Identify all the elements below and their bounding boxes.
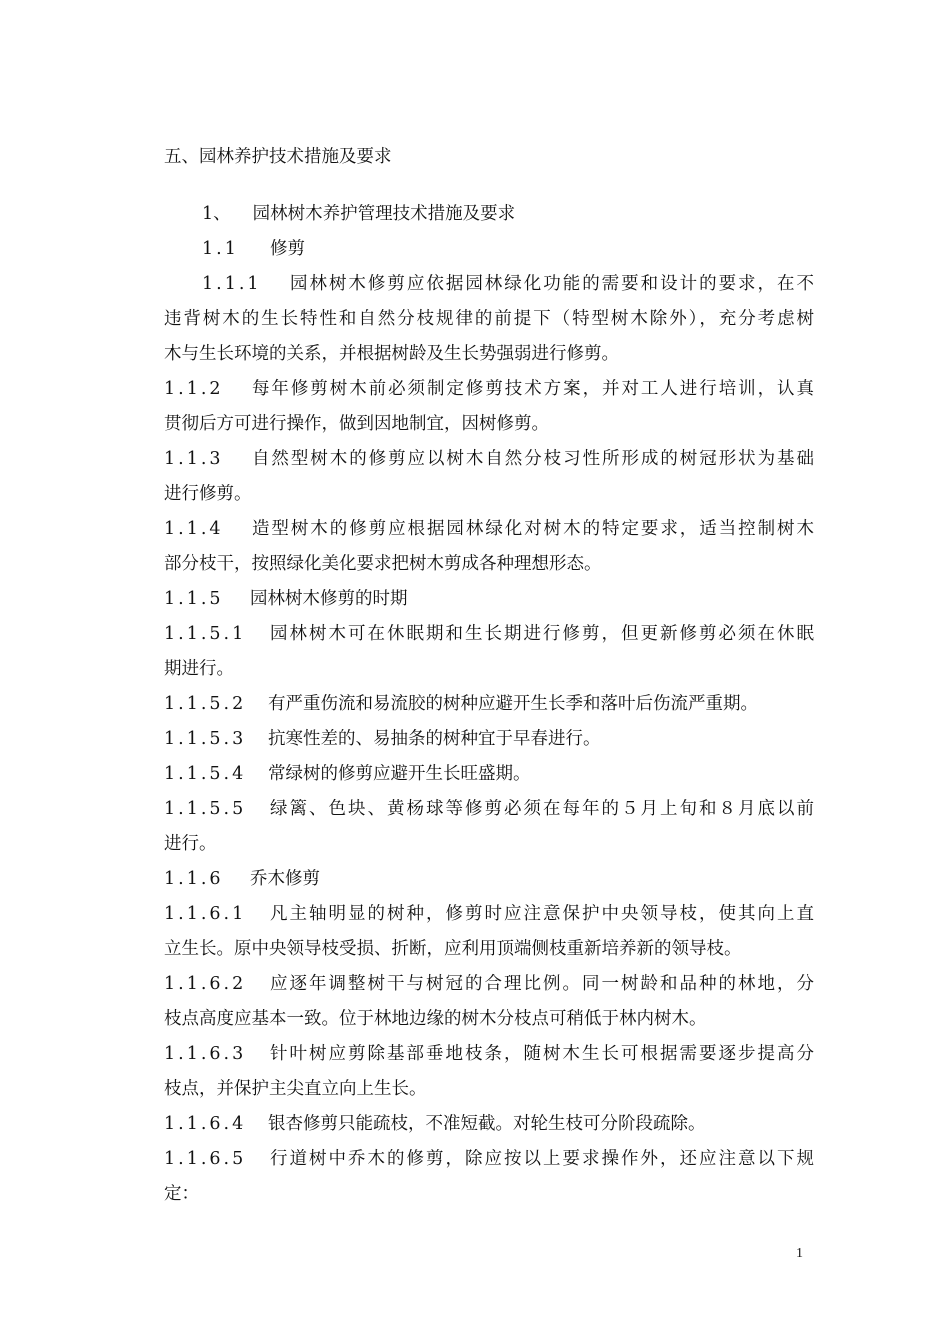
para-1-1-5-1-line2: 期进行。 xyxy=(164,659,234,679)
para-1-1-2-line2: 贯彻后方可进行操作，做到因地制宜，因树修剪。 xyxy=(164,414,549,434)
subsection-number: 1、 xyxy=(202,204,231,224)
para-1-1-6-2-line2: 枝点高度应基本一致。位于林地边缘的树木分枝点可稍低于林内树木。 xyxy=(164,1009,707,1029)
para-1-1-5-heading: 1.1.5 园林树木修剪的时期 xyxy=(164,589,408,609)
para-1-1-6-3-line2: 枝点，并保护主尖直立向上生长。 xyxy=(164,1079,427,1099)
para-1-1-6-3-line1: 1.1.6.3 针叶树应剪除基部垂地枝条，随树木生长可根据需要逐步提高分 xyxy=(164,1044,814,1064)
page-number: 1 xyxy=(796,1246,803,1261)
para-1-1-6-2-line1: 1.1.6.2 应逐年调整树干与树冠的合理比例。同一树龄和品种的林地，分 xyxy=(164,974,814,994)
sub11-heading xyxy=(202,238,852,260)
para-1-1-2-line1: 1.1.2 每年修剪树木前必须制定修剪技术方案，并对工人进行培训，认真 xyxy=(164,379,814,399)
para-1-1-6-4: 1.1.6.4 银杏修剪只能疏枝，不准短截。对轮生枝可分阶段疏除。 xyxy=(164,1114,706,1134)
para-1-1-1-line3: 木与生长环境的关系，并根据树龄及生长势强弱进行修剪。 xyxy=(164,344,619,364)
subsection-heading xyxy=(202,203,852,225)
subsection-title: 园林树木养护管理技术措施及要求 xyxy=(252,204,516,224)
sub11-number: 1.1 xyxy=(202,239,239,259)
para-1-1-4-line2: 部分枝干，按照绿化美化要求把树木剪成各种理想形态。 xyxy=(164,554,602,574)
para-1-1-6-heading: 1.1.6 乔木修剪 xyxy=(164,869,320,889)
para-1-1-5-1-line1: 1.1.5.1 园林树木可在休眠期和生长期进行修剪，但更新修剪必须在休眠 xyxy=(164,624,814,644)
para-1-1-5-2: 1.1.5.2 有严重伤流和易流胶的树种应避开生长季和落叶后伤流严重期。 xyxy=(164,694,758,714)
para-1-1-6-1-line1: 1.1.6.1 凡主轴明显的树种，修剪时应注意保护中央领导枝，使其向上直 xyxy=(164,904,814,924)
para-1-1-5-5-line1: 1.1.5.5 绿篱、色块、黄杨球等修剪必须在每年的５月上旬和８月底以前 xyxy=(164,799,814,819)
para-1-1-3-line2: 进行修剪。 xyxy=(164,484,252,504)
para-1-1-1-line2: 违背树木的生长特性和自然分枝规律的前提下（特型树木除外），充分考虑树 xyxy=(164,309,814,329)
para-1-1-5-5-line2: 进行。 xyxy=(164,834,217,854)
para-1-1-1-line1: 1.1.1 园林树木修剪应依据园林绿化功能的需要和设计的要求，在不 xyxy=(202,274,814,294)
para-1-1-6-5-line1: 1.1.6.5 行道树中乔木的修剪，除应按以上要求操作外，还应注意以下规 xyxy=(164,1149,814,1169)
para-1-1-3-line1: 1.1.3 自然型树木的修剪应以树木自然分枝习性所形成的树冠形状为基础 xyxy=(164,449,814,469)
para-1-1-5-4: 1.1.5.4 常绿树的修剪应避开生长旺盛期。 xyxy=(164,764,531,784)
para-1-1-6-5-line2: 定： xyxy=(164,1184,199,1204)
para-1-1-4-line1: 1.1.4 造型树木的修剪应根据园林绿化对树木的特定要求，适当控制树木 xyxy=(164,519,814,539)
section-title: 五、园林养护技术措施及要求 xyxy=(164,147,392,167)
para-1-1-5-3: 1.1.5.3 抗寒性差的、易抽条的树种宜于早春进行。 xyxy=(164,729,601,749)
para-1-1-6-1-line2: 立生长。原中央领导枝受损、折断，应利用顶端侧枝重新培养新的领导枝。 xyxy=(164,939,742,959)
sub11-title: 修剪 xyxy=(270,239,305,259)
